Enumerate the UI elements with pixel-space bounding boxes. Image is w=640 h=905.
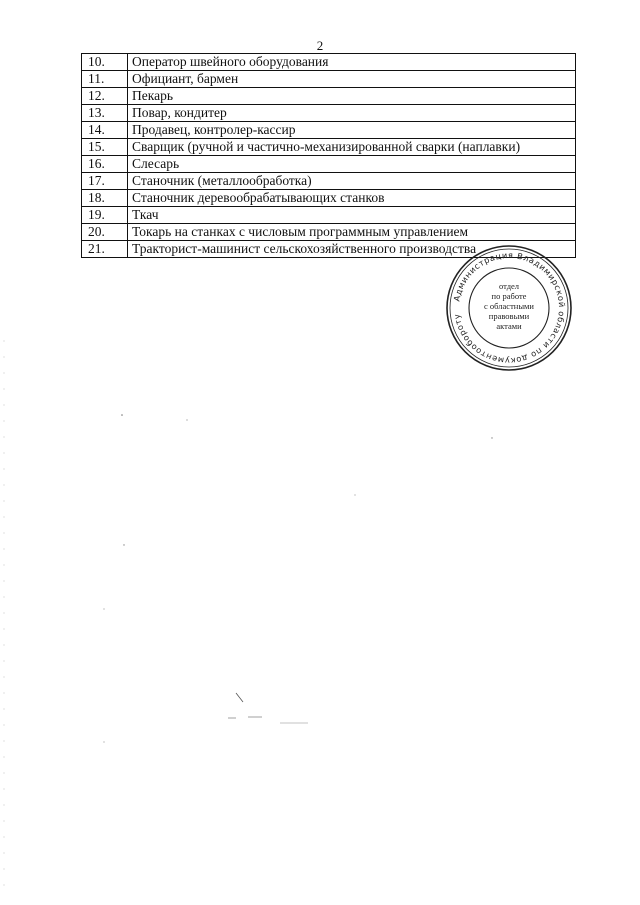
row-profession: Повар, кондитер	[128, 105, 576, 122]
table-row	[82, 88, 576, 105]
row-number: 14.	[82, 122, 128, 139]
row-profession: Станочник (металлообработка)	[128, 173, 576, 190]
row-number: 17.	[82, 173, 128, 190]
row-number: 10.	[82, 54, 128, 71]
row-profession: Тракторист-машинист сельскохозяйственного производства	[128, 241, 576, 258]
row-profession: Официант, бармен	[128, 71, 576, 88]
stamp-inner-line: правовыми	[488, 311, 530, 321]
row-profession: Токарь на станках с числовым программным управлением	[128, 224, 576, 241]
row-number: 12.	[82, 88, 128, 105]
stamp-inner-line: по работе	[491, 291, 527, 301]
row-number: 16.	[82, 156, 128, 173]
row-profession: Продавец, контролер-кассир	[128, 122, 576, 139]
table-row	[82, 54, 576, 71]
row-number: 11.	[82, 71, 128, 88]
table-row	[82, 207, 576, 224]
row-number: 13.	[82, 105, 128, 122]
row-number: 19.	[82, 207, 128, 224]
row-profession: Станочник деревообрабатывающих станков	[128, 190, 576, 207]
row-profession: Слесарь	[128, 156, 576, 173]
row-number: 21.	[82, 241, 128, 258]
stamp-inner-line: актами	[496, 321, 522, 331]
table-row	[82, 71, 576, 88]
table-row	[82, 190, 576, 207]
row-profession: Ткач	[128, 207, 576, 224]
stamp-inner-line: с областными	[484, 301, 534, 311]
row-number: 18.	[82, 190, 128, 207]
row-profession: Сварщик (ручной и частично-механизированной сварки (наплавки)	[128, 139, 576, 156]
row-profession: Оператор швейного оборудования	[128, 54, 576, 71]
table-row	[82, 173, 576, 190]
table-row	[82, 156, 576, 173]
stamp-ring-text: Администрация Владимирской области по документообороту	[451, 249, 568, 367]
page-number: 2	[316, 38, 324, 53]
table-row	[82, 224, 576, 241]
table-row	[82, 122, 576, 139]
stamp-inner-line: отдел	[498, 281, 520, 291]
professions-table	[81, 53, 576, 258]
table-row	[82, 105, 576, 122]
row-profession: Пекарь	[128, 88, 576, 105]
row-number: 20.	[82, 224, 128, 241]
table-row	[82, 139, 576, 156]
official-stamp	[444, 243, 574, 373]
row-number: 15.	[82, 139, 128, 156]
